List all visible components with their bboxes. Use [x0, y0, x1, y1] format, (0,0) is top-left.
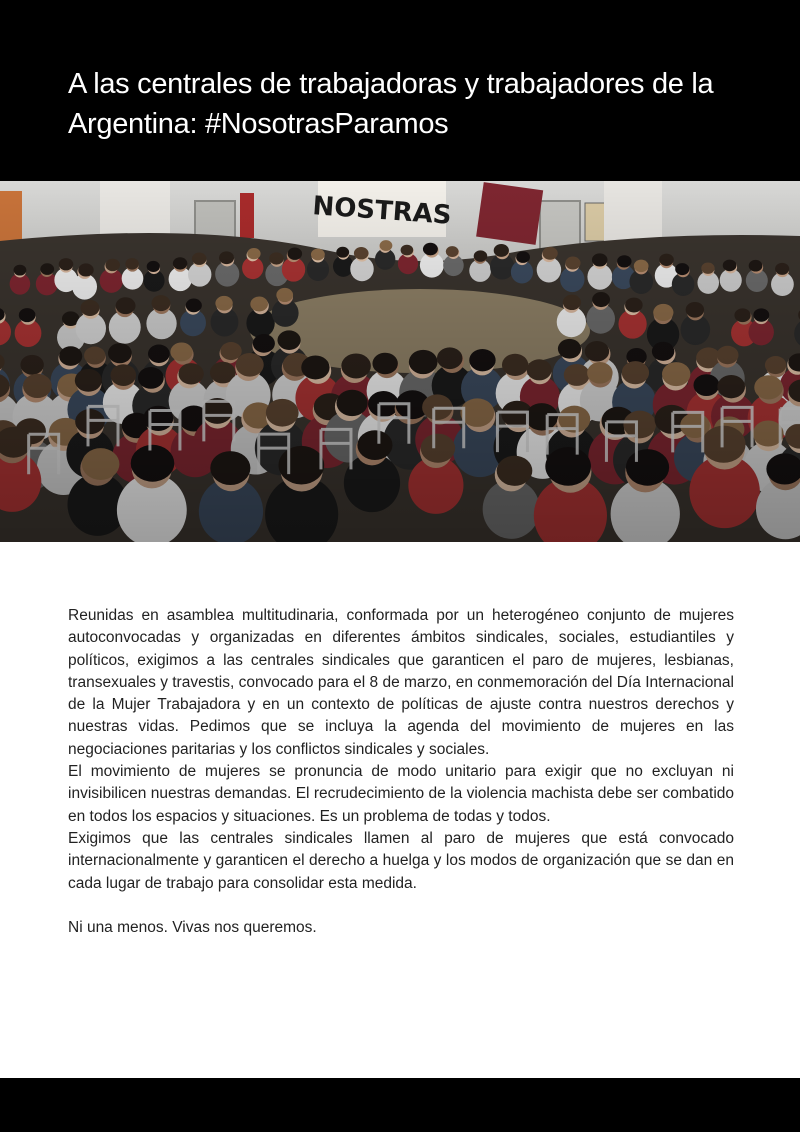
paragraph-1: Reunidas en asamblea multitudinaria, conformada por un heterogéneo conjunto de mujeres autoconvocadas y organizadas en diferentes ámbitos sindicales, sociales, estudiantiles y políticos, exigimos a las centrales sindicales que garanticen el paro de mujeres, lesbianas, transexuales y travestis, convocado para el 8 de marzo, en conmemoración del Día Internacional de la Mujer Trabajadora y en un contexto de políticas de ajuste contra nuestros derechos y nuestras vidas. Pedimos que se incluya la agenda del movimiento de mujeres en las negociaciones paritarias y los conflictos sindicales y sociales.	[68, 607, 734, 758]
footer-bar	[0, 1078, 800, 1132]
paragraph-2: El movimiento de mujeres se pronuncia de modo unitario para exigir que no excluyan ni invisibilicen nuestras demandas. El recrudecimiento de la violencia machista debe ser combatido en todos los espacios y situaciones. Es un problema de todas y todos.	[68, 763, 734, 825]
closing-line: Ni una menos. Vivas nos queremos.	[68, 919, 317, 937]
statement-body	[68, 605, 734, 939]
paragraph-3: Exigimos que las centrales sindicales llamen al paro de mujeres que está convocado internacionalmente y garanticen el derecho a huelga y los modos de organización que se dan en cada lugar de trabajo para consolidar esta medida.	[68, 829, 734, 892]
assembly-photo	[0, 181, 800, 542]
page-title: A las centrales de trabajadoras y trabajadores de la Argentina: #NosotrasParamos	[68, 68, 714, 140]
assembly-photo-illustration	[0, 181, 800, 542]
header-bar	[0, 0, 800, 181]
